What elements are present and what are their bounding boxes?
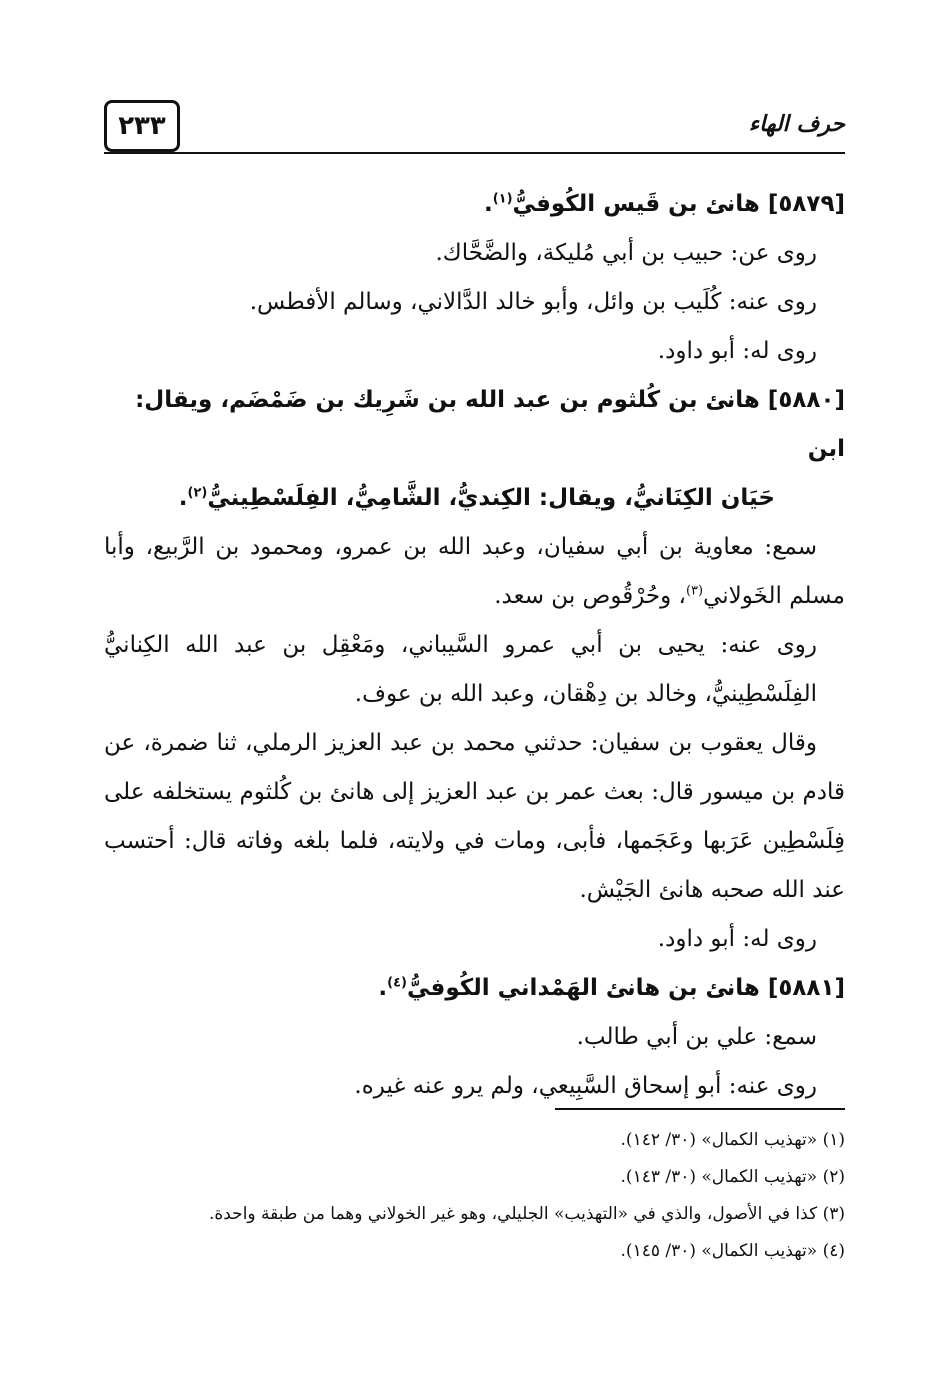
- footnote-ref: (٢): [187, 485, 208, 501]
- entry-title-5879: [٥٨٧٩] هانئ بن قَيس الكُوفيُّ$^{(١)}$.: [483, 191, 845, 217]
- page-number-box: [104, 100, 180, 152]
- footnote-3: (٣) كذا في الأصول، والذي في «التهذيب» الجليلي، وهو غير الخولاني وهما من طبقة واحدة.: [208, 1204, 845, 1224]
- narrated-by: روى عنه: يحيى بن أبي عمرو السَّيباني، ومَعْقِل بن عبد الله الكِنانيُّ الفِلَسْطِينيُّ، وخالد بن دِهْقان، وعبد الله بن عوف.: [104, 632, 817, 707]
- narrated-for: روى له: أبو داود.: [657, 926, 817, 952]
- account-paragraph: وقال يعقوب بن سفيان: حدثني محمد بن عبد العزيز الرملي، ثنا ضمرة، عن قادم بن ميسور قال: بعث عمر بن عبد العزيز إلى هانئ بن كُلثوم يستخلفه على فِلَسْطِين عَرَبها وعَجَمها، فأبى، ومات في ولايته، فلما بلغه وفاته قال: أحتسب عند الله صحبه هانئ الجَيْش.: [104, 730, 845, 903]
- narrated-for: روى له: أبو داود.: [657, 338, 817, 364]
- entry-title-5880: [٥٨٨٠] هانئ بن كُلثوم بن عبد الله بن شَرِيك بن ضَمْضَم، ويقال: ابن حَيَان الكِنَانيُّ، ويقال: الكِنديُّ، الشَّامِيُّ، الفِلَسْطِينيُّ$^{(٢)}$.: [135, 387, 845, 511]
- heard-from: سمع: علي بن أبي طالب.: [576, 1024, 817, 1050]
- footnote-ref: (٤): [387, 975, 407, 991]
- footnote-ref: (١): [492, 191, 513, 207]
- narrated-by: روى عنه: أبو إسحاق السَّبِيعي، ولم يرو عنه غيره.: [354, 1073, 817, 1099]
- footnotes: [104, 1122, 845, 1270]
- entry-title-5881: [٥٨٨١] هانئ بن هانئ الهَمْداني الكُوفيُّ$^{(٤)}$.: [378, 975, 845, 1001]
- main-text: [104, 180, 845, 1111]
- header-rule: [104, 152, 845, 154]
- narrated-by: روى عنه: كُلَيب بن وائل، وأبو خالد الدَّالاني، وسالم الأفطس.: [249, 289, 817, 315]
- running-head: حرف الهاء: [748, 112, 845, 137]
- footnote-separator: [555, 1108, 845, 1110]
- footnote-4: (٤) «تهذيب الكمال» (٣٠/ ١٤٥).: [620, 1241, 845, 1261]
- narrated-from: روى عن: حبيب بن أبي مُليكة، والضَّحَّاك.: [435, 240, 817, 266]
- heard-from: سمع: معاوية بن أبي سفيان، وعبد الله بن عمرو، ومحمود بن الرَّبيع، وأبا مسلم الخَولاني$^{(٣)}$، وحُرْقُوص بن سعد.: [104, 534, 845, 609]
- footnote-ref: (٣): [685, 583, 704, 599]
- footnote-2: (٢) «تهذيب الكمال» (٣٠/ ١٤٣).: [620, 1167, 845, 1187]
- page-number: ٢٣٣: [118, 111, 166, 141]
- footnote-1: (١) «تهذيب الكمال» (٣٠/ ١٤٢).: [620, 1130, 845, 1150]
